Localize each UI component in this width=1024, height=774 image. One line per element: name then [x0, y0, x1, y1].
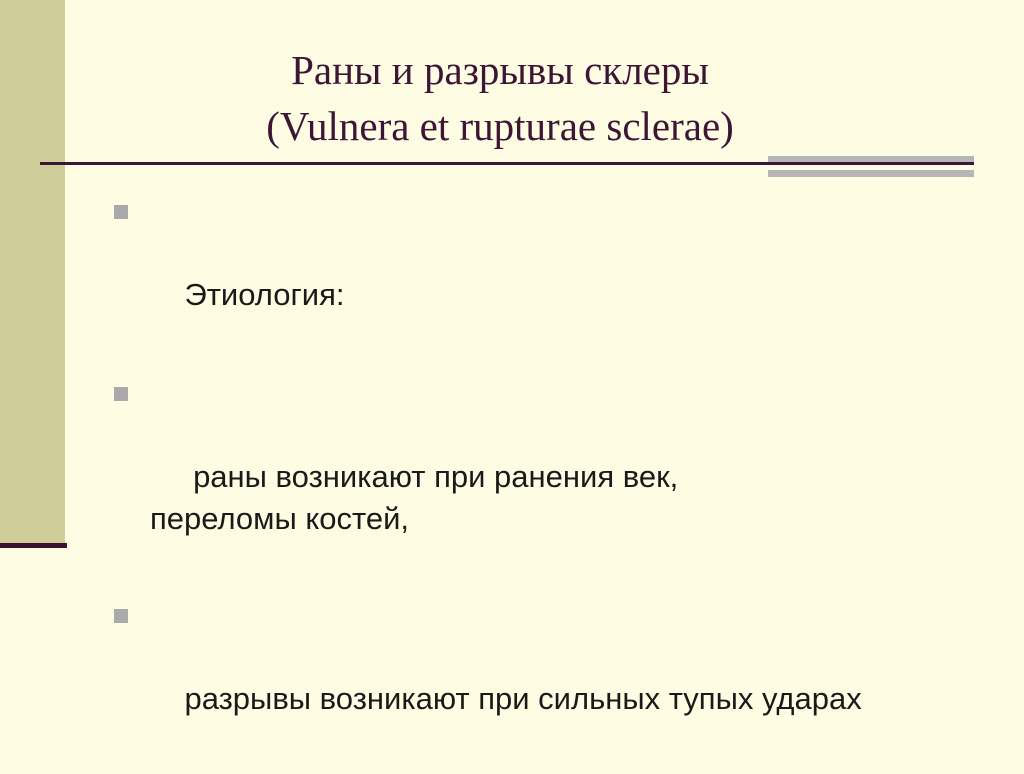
title-grey-rule-bottom: [768, 170, 974, 177]
bullet-text: Этиология:: [184, 277, 345, 312]
slide-title: [150, 42, 850, 154]
slide-title-line-1: Раны и разрывы склеры: [291, 47, 709, 93]
bullet-item: [112, 594, 932, 762]
bullet-square-icon: [114, 609, 128, 623]
bullet-square-icon: [114, 387, 128, 401]
left-decor-bar-edge: [0, 543, 67, 548]
bullet-item: [112, 190, 932, 358]
bullet-list: [112, 190, 932, 774]
left-decor-bar: [0, 0, 65, 545]
bullet-text: разрывы возникают при сильных тупых ударах: [184, 681, 862, 716]
title-divider-rule: [40, 162, 974, 165]
bullet-item: [112, 372, 932, 582]
slide-title-line-2: (Vulnera et rupturae sclerae): [266, 103, 734, 149]
bullet-text: раны возникают при ранения век, переломы костей,: [150, 459, 687, 536]
bullet-square-icon: [114, 205, 128, 219]
